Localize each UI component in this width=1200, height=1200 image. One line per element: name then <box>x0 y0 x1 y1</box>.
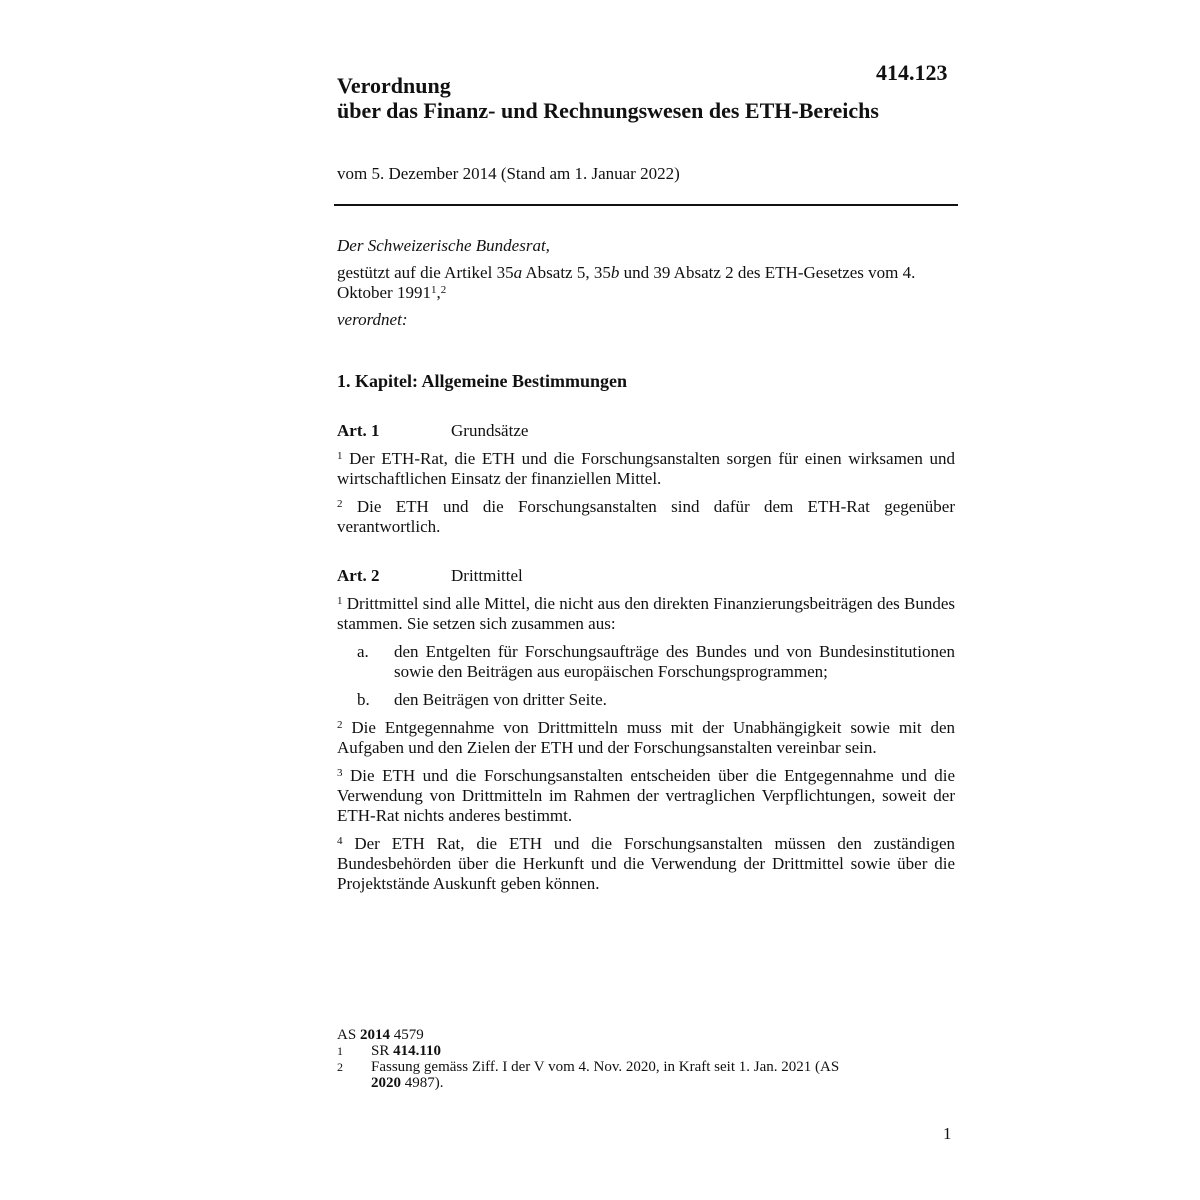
list-marker: b. <box>357 690 370 709</box>
article-2 <box>337 566 955 902</box>
as-year: 2014 <box>359 1027 390 1043</box>
paragraph-text: Der ETH Rat, die ETH und die Forschungsanstalten müssen den zuständigen Bundesbehörden über die Herkunft und die Verwendung der Drittmittel sowie über die Projektstände Auskunft geben können. <box>337 834 955 893</box>
paragraph <box>337 766 955 826</box>
sr-number: 414.123 <box>876 60 948 85</box>
title-line-1: Verordnung <box>337 73 451 98</box>
paragraph <box>337 594 955 634</box>
paragraph <box>337 718 955 758</box>
header-divider <box>334 204 958 206</box>
paragraph-text: Drittmittel sind alle Mittel, die nicht aus den direkten Finanzierungsbeiträgen des Bundes stammen. Sie setzen sich zusammen aus: <box>337 594 955 633</box>
article-label: Art. 2 <box>337 566 380 585</box>
chapter-title: 1. Kapitel: Allgemeine Bestimmungen <box>337 371 627 391</box>
paragraph-number: 2 <box>337 498 343 510</box>
footnote-bold: 2020 <box>371 1075 401 1091</box>
document-title <box>337 73 879 123</box>
footnote-suffix: 4987). <box>401 1075 444 1091</box>
as-page: 4579 <box>389 1027 424 1043</box>
article-heading: Grundsätze <box>451 421 529 440</box>
paragraph-text: Die ETH und die Forschungsanstalten sind dafür dem ETH-Rat gegenüber verantwortlich. <box>337 497 955 536</box>
article-1 <box>337 421 955 545</box>
footnote-text <box>371 1043 957 1059</box>
paragraph-number: 3 <box>337 767 343 779</box>
basis-letter-b: b <box>610 263 620 282</box>
footnote-number: 1 <box>337 1044 343 1058</box>
paragraph-text: Die ETH und die Forschungsanstalten entscheiden über die Entgegennahme und die Verwendung von Drittmitteln im Rahmen der vertraglichen Verpflichtungen, soweit der ETH-Rat nichts anderes bestimmt. <box>337 766 955 825</box>
paragraph-number: 4 <box>337 835 343 847</box>
list-item <box>337 690 955 710</box>
footnote-number: 2 <box>337 1060 343 1074</box>
footnote-1 <box>337 1043 957 1059</box>
article-label: Art. 1 <box>337 421 380 440</box>
as-reference <box>337 1027 957 1043</box>
paragraph-number: 1 <box>337 450 343 462</box>
basis-text: gestützt auf die Artikel 35 <box>337 263 514 282</box>
basis-text: Absatz 5, 35 <box>522 263 611 282</box>
paragraph <box>337 449 955 489</box>
list-text: den Entgelten für Forschungsaufträge des Bundes und von Bundesinstitutionen sowie den Beiträgen aus europäischen Forschungsprogrammen; <box>394 642 955 681</box>
paragraph-number: 2 <box>337 719 343 731</box>
paragraph-text: Die Entgegennahme von Drittmitteln muss mit der Unabhängigkeit sowie mit den Aufgaben und den Zielen der ETH und der Forschungsanstalten vereinbar sein. <box>337 718 955 757</box>
footnote-prefix: Fassung gemäss Ziff. I der V vom 4. Nov. 2020, in Kraft seit 1. Jan. 2021 (AS <box>371 1059 840 1075</box>
date-line: vom 5. Dezember 2014 (Stand am 1. Januar 2022) <box>337 164 680 183</box>
basis-comma: , <box>436 283 441 302</box>
paragraph <box>337 497 955 537</box>
footnote-text <box>371 1059 851 1091</box>
footnote-ref-2[interactable]: 2 <box>440 284 447 296</box>
preamble <box>337 236 957 330</box>
article-header <box>337 566 955 586</box>
footnote-bold: 414.110 <box>393 1043 442 1059</box>
basis-letter-a: a <box>513 263 523 282</box>
article-heading: Drittmittel <box>451 566 523 585</box>
basis-text: und 39 Absatz 2 des ETH-Gesetzes vom 4. Oktober 1991 <box>337 263 916 302</box>
title-line-2: über das Finanz- und Rechnungswesen des ETH-Bereichs <box>337 98 879 123</box>
list-marker: a. <box>357 642 369 661</box>
paragraph-number: 1 <box>337 595 343 607</box>
page-number: 1 <box>943 1124 952 1143</box>
footnote-ref-1[interactable]: 1 <box>430 284 437 296</box>
preamble-verordnet: verordnet: <box>337 310 408 329</box>
list-item <box>337 642 955 682</box>
as-prefix: AS <box>337 1027 360 1043</box>
footnote-prefix: SR <box>371 1043 394 1059</box>
article-header <box>337 421 955 441</box>
preamble-basis <box>337 263 957 303</box>
paragraph <box>337 834 955 894</box>
footnote-2 <box>337 1059 957 1091</box>
list-text: den Beiträgen von dritter Seite. <box>394 690 607 709</box>
preamble-authority: Der Schweizerische Bundesrat, <box>337 236 550 255</box>
footnotes <box>337 1027 957 1091</box>
paragraph-text: Der ETH-Rat, die ETH und die Forschungsanstalten sorgen für einen wirksamen und wirtschaftlichen Einsatz der finanziellen Mittel. <box>337 449 955 488</box>
